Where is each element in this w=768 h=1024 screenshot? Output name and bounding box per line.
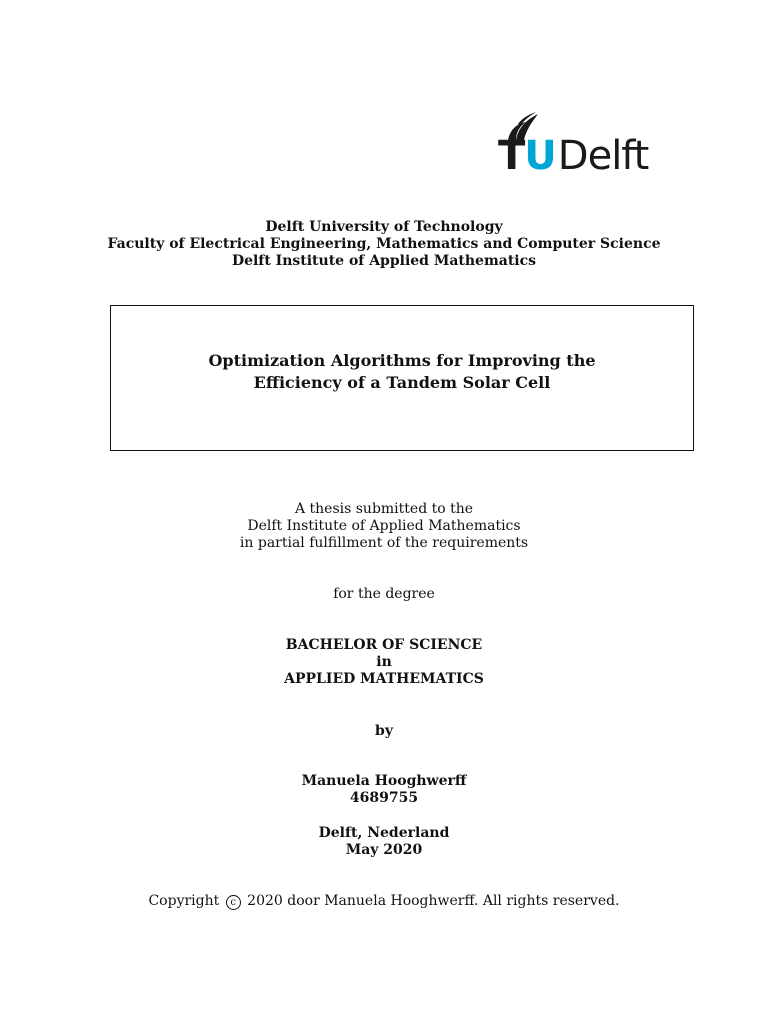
submission-line-2: Delft Institute of Applied Mathematics [247, 518, 521, 534]
place-date-block [0, 825, 768, 859]
by-text: by [375, 723, 393, 739]
for-degree-text [0, 586, 768, 603]
author-name: Manuela Hooghwerff [301, 773, 467, 789]
for-degree-line: for the degree [333, 586, 435, 602]
submission-statement [0, 501, 768, 552]
faculty-name: Faculty of Electrical Engineering, Mathematics and Computer Science [107, 236, 661, 252]
copyright-prefix: Copyright [148, 893, 220, 909]
degree-line-2: in [376, 654, 392, 670]
copyright-notice [0, 893, 768, 910]
affiliation-block [0, 219, 768, 270]
logo-u: U [524, 133, 556, 179]
title-line-1: Optimization Algorithms for Improving the [208, 351, 596, 370]
title-line-2: Efficiency of a Tandem Solar Cell [253, 373, 551, 392]
logo-wordmark [498, 134, 648, 178]
copyright-line [0, 893, 768, 910]
tudelft-logo [498, 112, 664, 178]
title-box [110, 305, 694, 451]
student-number: 4689755 [349, 790, 419, 806]
submission-line-1: A thesis submitted to the [294, 501, 474, 517]
copyright-suffix: 2020 door Manuela Hooghwerff. All rights reserved. [247, 893, 620, 909]
degree-block [0, 637, 768, 688]
logo-delft: Delft [557, 133, 649, 179]
place: Delft, Nederland [318, 825, 450, 841]
thesis-title [111, 350, 693, 394]
copyright-icon: c [226, 895, 241, 910]
date: May 2020 [345, 842, 423, 858]
degree-line-3: APPLIED MATHEMATICS [284, 671, 484, 687]
submission-line-3: in partial fulfillment of the requirements [239, 535, 529, 551]
institute-name: Delft Institute of Applied Mathematics [231, 253, 537, 269]
university-name: Delft University of Technology [265, 219, 503, 235]
author-block [0, 773, 768, 807]
logo-t: T [498, 133, 525, 179]
degree-line-1: BACHELOR OF SCIENCE [285, 637, 483, 653]
by-label [0, 723, 768, 740]
